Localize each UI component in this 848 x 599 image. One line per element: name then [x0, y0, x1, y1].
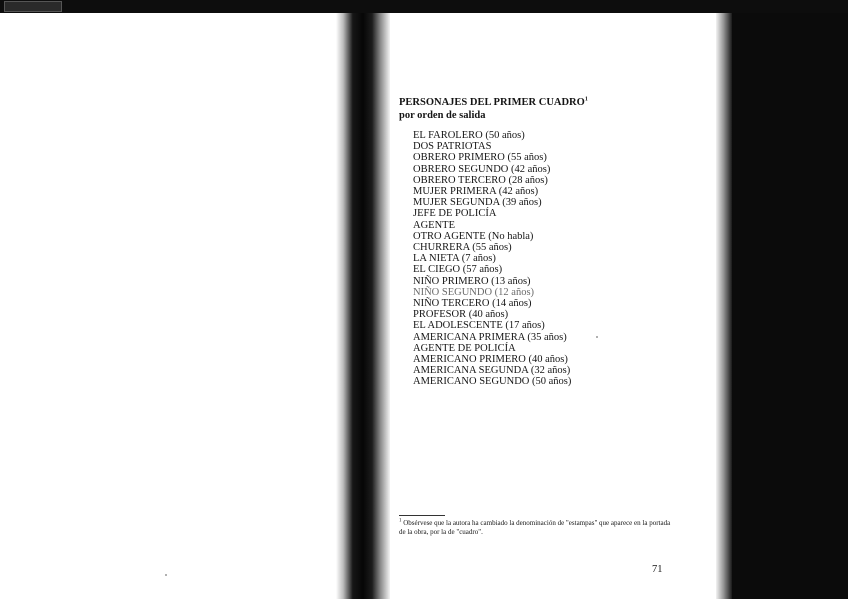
viewer-tab[interactable] — [4, 1, 62, 12]
left-page — [0, 13, 345, 599]
scan-background — [732, 13, 848, 599]
cast-entry: JEFE DE POLICÍA — [413, 208, 497, 220]
footnote — [399, 519, 671, 537]
page-edge-shadow — [716, 13, 732, 599]
cast-entry: AGENTE DE POLICÍA — [413, 342, 516, 354]
footnote-marker: 1 — [399, 518, 402, 524]
cast-list-heading — [399, 96, 588, 122]
heading-line-1: PERSONAJES DEL PRIMER CUADRO — [399, 97, 585, 108]
footnote-text: Obsérvese que la autora ha cambiado la denominación de "estampas" que aparece en la portada de la obra, por la de "cuadro". — [399, 519, 671, 536]
cast-entry: NIÑO PRIMERO (13 años) — [413, 275, 531, 287]
footnote-ref: 1 — [584, 96, 588, 103]
footnote-divider — [399, 515, 445, 516]
cast-entry: LA NIETA (7 años) — [413, 253, 496, 265]
cast-entry: AMERICANO SEGUNDO (50 años) — [413, 376, 572, 388]
book-gutter-shadow — [330, 13, 390, 599]
cast-entry: OBRERO SEGUNDO (42 años) — [413, 163, 551, 175]
cast-entry: EL ADOLESCENTE (17 años) — [413, 320, 545, 332]
cast-entry: NIÑO TERCERO (14 años) — [413, 298, 532, 310]
cast-entry: AMERICANA SEGUNDA (32 años) — [413, 365, 571, 377]
cast-entry: EL CIEGO (57 años) — [413, 264, 503, 276]
cast-entry: OTRO AGENTE (No habla) — [413, 230, 534, 242]
page-number: 71 — [652, 564, 663, 575]
cast-entry: NIÑO SEGUNDO (12 años) — [413, 286, 535, 298]
cast-entry: CHURRERA (55 años) — [413, 242, 512, 254]
scan-speck — [596, 336, 598, 338]
cast-entry: PROFESOR (40 años) — [413, 309, 509, 321]
cast-entry: OBRERO TERCERO (28 años) — [413, 174, 548, 186]
cast-list — [413, 130, 571, 388]
scan-speck — [165, 574, 167, 576]
cast-entry: AMERICANA PRIMERA (35 años) — [413, 331, 567, 343]
cast-entry: AMERICANO PRIMERO (40 años) — [413, 354, 568, 366]
cast-entry: DOS PATRIOTAS — [413, 141, 492, 153]
viewer-top-bar — [0, 0, 848, 13]
cast-entry: OBRERO PRIMERO (55 años) — [413, 152, 547, 164]
heading-line-2: por orden de salida — [399, 110, 486, 121]
cast-entry: EL FAROLERO (50 años) — [413, 130, 525, 141]
cast-entry: MUJER PRIMERA (42 años) — [413, 186, 539, 198]
cast-entry: MUJER SEGUNDA (39 años) — [413, 197, 542, 209]
cast-entry: AGENTE — [413, 219, 455, 231]
